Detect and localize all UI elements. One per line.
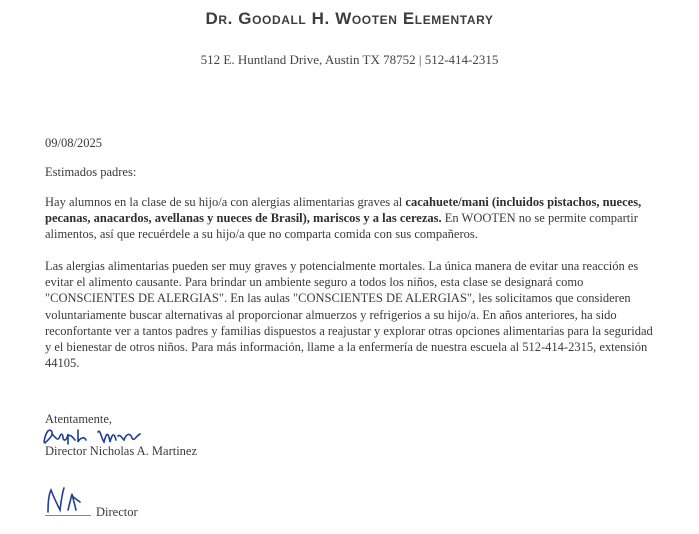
paragraph-allergens (45, 194, 655, 243)
initials-signature-image (42, 484, 92, 518)
school-name: Dr. Goodall H. Wooten Elementary (205, 9, 494, 28)
paragraph-allergens-intro: Hay alumnos en la clase de su hijo/a con alergias alimentarias graves al (45, 195, 406, 209)
letter-closing: Atentamente, (45, 412, 112, 426)
allergen-list: cacahuete/mani (incluidos pistachos, nueces, pecanas, anacardos, avellanas y nueces de Brasil), mariscos y a las cerezas. (45, 195, 642, 226)
signature-underline (45, 515, 91, 516)
letter-date: 09/08/2025 (45, 136, 102, 150)
paragraph-allergens-rest: En WOOTEN no se permite compartir alimentos, así que recuérdele a su hijo/a que no comparta comida con sus compañeros. (45, 211, 638, 242)
paragraph-allergy-aware: Las alergias alimentarias pueden ser muy graves y potencialmente mortales. La única manera de evitar una reacción es evitar el alimento causante. Para brindar un ambiente seguro a todos los niños, esta clase se designará como "CONSCIENTES DE ALERGIAS". En las aulas "CONSCIENTES DE ALERGIAS", les solicitamos que consideren voluntariamente buscar alternativas al proporcionar almuerzos y refrigerios a su hijo/a. En años anteriores, ha sido reconfortante ver a tantos padres y familias dispuestos a reajustar y explorar otras opciones alimentarias para la seguridad y el bienestar de otros niños. Para más información, llame a la enfermería de nuestra escuela al 512-414-2315, extensión 44105. (45, 259, 653, 371)
second-signer-title: Director (96, 505, 138, 519)
letter-greeting: Estimados padres: (45, 165, 137, 179)
school-address: 512 E. Huntland Drive, Austin TX 78752 | 512-414-2315 (200, 52, 499, 67)
signer-name: Director Nicholas A. Martinez (45, 444, 198, 458)
